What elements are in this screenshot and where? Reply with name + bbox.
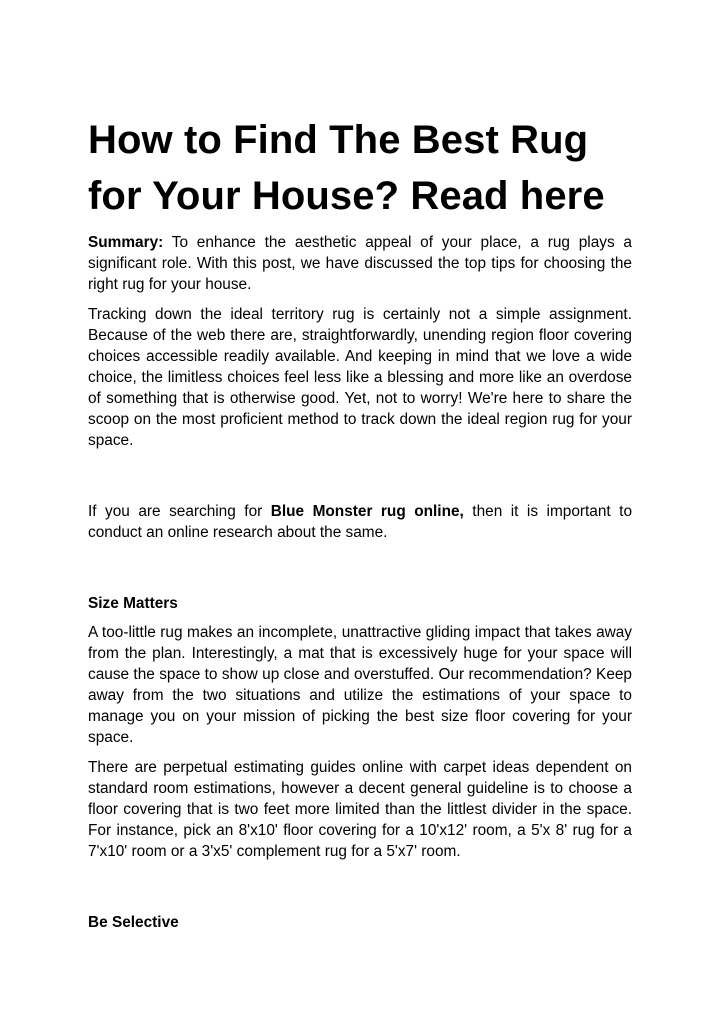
search-paragraph	[88, 501, 632, 543]
spacer	[88, 614, 632, 622]
spacer	[88, 575, 632, 593]
summary-label: Summary:	[88, 234, 164, 251]
section-heading-be-selective: Be Selective	[88, 914, 179, 931]
intro-paragraph: Tracking down the ideal territory rug is certainly not a simple assignment. Because of the web there are, straightforwardly, unending region floor covering choices accessible readily available. And keeping in mind that we love a wide choice, the limitless choices feel less like a blessing and more like an overdose of something that is otherwise good. Yet, not to worry! We're here to share the scoop on the most proficient method to track down the ideal region rug for your space.	[88, 306, 632, 449]
document-title: How to Find The Best Rug for Your House? Read here	[88, 118, 605, 218]
spacer	[88, 748, 632, 757]
section-heading-size-matters: Size Matters	[88, 595, 178, 612]
spacer	[88, 543, 632, 575]
search-text-after: then it is important to conduct an online research about the same.	[88, 503, 633, 541]
summary-paragraph	[88, 232, 632, 295]
document-page	[88, 112, 632, 933]
spacer	[88, 451, 632, 483]
search-text-before: If you are searching for	[88, 503, 271, 520]
size-matters-paragraph-2: There are perpetual estimating guides online with carpet ideas dependent on standard room estimations, however a decent general guideline is to choose a floor covering that is two feet more limited than the littlest divider in the space. For instance, pick an 8'x10' floor covering for a 10'x12' room, a 5'x 8' rug for a 7'x10' room or a 3'x5' complement rug for a 5'x7' room.	[88, 759, 632, 860]
spacer	[88, 862, 632, 894]
blue-monster-rug-link[interactable]: Blue Monster rug online,	[270, 503, 464, 520]
spacer	[88, 894, 632, 912]
spacer	[88, 295, 632, 304]
summary-text: To enhance the aesthetic appeal of your place, a rug plays a significant role. With this post, we have discussed the top tips for choosing the right rug for your house.	[88, 234, 632, 293]
size-matters-paragraph-1: A too-little rug makes an incomplete, unattractive gliding impact that takes away from the plan. Interestingly, a mat that is excessively huge for your space will cause the space to show up close and overstuffed. Our recommendation? Keep away from the two situations and utilize the estimations of your space to manage you on your mission of picking the best size floor covering for your space.	[88, 624, 632, 746]
spacer	[88, 483, 632, 501]
